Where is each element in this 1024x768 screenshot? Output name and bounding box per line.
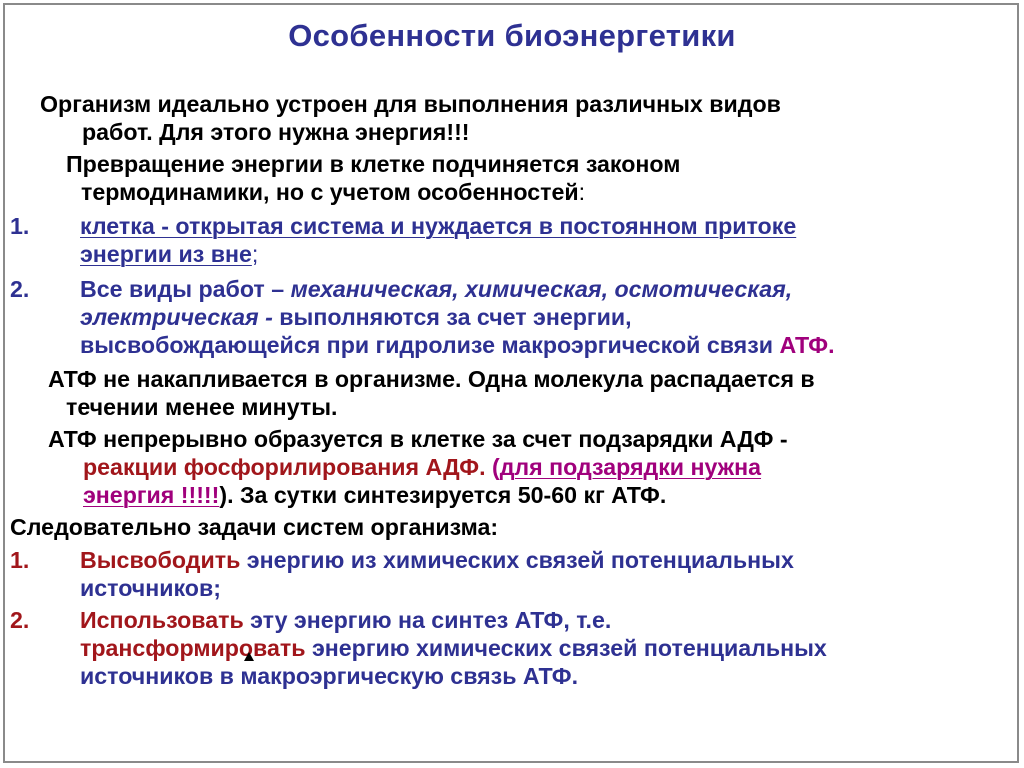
work-types-energy: выполняются за счет энергии, (279, 304, 632, 330)
task-transform-rest: энергию химических связей потенциальных (305, 635, 827, 661)
work-types-hydrolysis: высвобождающейся при гидролизе макроэргической связи (80, 332, 780, 358)
paragraph-atp-formation-line-3 (48, 481, 788, 509)
paragraph-atp-storage (48, 365, 815, 421)
task-use-verb: Использовать (80, 607, 244, 633)
paragraph-thermodynamics-line-2: термодинамики, но с учетом особенностей (81, 179, 579, 205)
paragraph-tasks-heading: Следовательно задачи систем организма: (10, 514, 499, 540)
paragraph-atp-storage-line-1: АТФ не накапливается в организме. Одна молекула распадается в (48, 366, 815, 392)
task-release-energy (80, 546, 794, 602)
phosphorylation-text: реакции фосфорилирования АДФ. (83, 454, 486, 480)
work-types-electrical: электрическая - (80, 304, 280, 330)
work-types-italic-list: механическая, химическая, осмотическая, (290, 276, 793, 302)
task-number-2: 2. (10, 607, 30, 633)
paragraph-intro-line-2: работ. Для этого нужна энергия!!! (82, 119, 470, 145)
task-use-energy-line-3: источников в макроэргическую связь АТФ. (80, 663, 579, 689)
task-use-energy-line-1 (80, 606, 827, 634)
task-release-energy-line-1 (80, 546, 794, 574)
paragraph-atp-formation-line-2 (48, 453, 788, 481)
list-item-open-system-semicolon: ; (251, 241, 259, 267)
list-item-work-types-line-2 (80, 303, 835, 331)
list-item-open-system-line-2: энергии из вне (80, 241, 252, 267)
paragraph-intro (40, 90, 781, 146)
paragraph-thermodynamics (66, 150, 680, 206)
list-number-1: 1. (10, 213, 30, 239)
slide-title: Особенности биоэнергетики (288, 18, 736, 53)
task-release-energy-line-2: источников; (80, 575, 221, 601)
recharge-note: для подзарядки нужна (499, 454, 762, 480)
paragraph-thermodynamics-line-1: Превращение энергии в клетке подчиняется законом (66, 151, 681, 177)
energy-exclaim: энергия !!!!! (83, 482, 220, 508)
task-number-1: 1. (10, 547, 30, 573)
task-use-energy (80, 606, 827, 690)
task-use-energy-line-2 (80, 634, 827, 662)
task-release-rest: энергию из химических связей потенциальных (240, 547, 794, 573)
list-item-open-system-line-1: клетка - открытая система и нуждается в постоянном притоке (80, 213, 797, 239)
paragraph-thermodynamics-line-2-wrap (66, 178, 680, 206)
cursor-arrow-icon (244, 652, 254, 661)
list-number-2: 2. (10, 276, 30, 302)
paragraph-atp-formation (48, 425, 788, 509)
task-transform-verb: трансформировать (80, 635, 306, 661)
paragraph-thermodynamics-colon: : (578, 179, 586, 205)
work-types-lead: Все виды работ – (80, 276, 291, 302)
list-item-work-types-line-3 (80, 331, 835, 359)
task-use-rest: эту энергию на синтез АТФ, т.е. (243, 607, 612, 633)
paragraph-intro-line-1: Организм идеально устроен для выполнения различных видов (40, 91, 781, 117)
paren-open: ( (485, 454, 500, 480)
work-types-atp: АТФ. (779, 332, 835, 358)
paragraph-atp-storage-line-2: течении менее минуты. (66, 394, 338, 420)
list-item-work-types (80, 275, 835, 359)
list-item-open-system (80, 212, 796, 268)
paragraph-atp-formation-line-1: АТФ непрерывно образуется в клетке за счет подзарядки АДФ - (48, 426, 788, 452)
daily-synthesis: ). За сутки синтезируется 50-60 кг АТФ. (219, 482, 667, 508)
list-item-open-system-line-2-wrap (80, 240, 796, 268)
task-release-verb: Высвободить (80, 547, 241, 573)
list-item-work-types-line-1 (80, 275, 835, 303)
